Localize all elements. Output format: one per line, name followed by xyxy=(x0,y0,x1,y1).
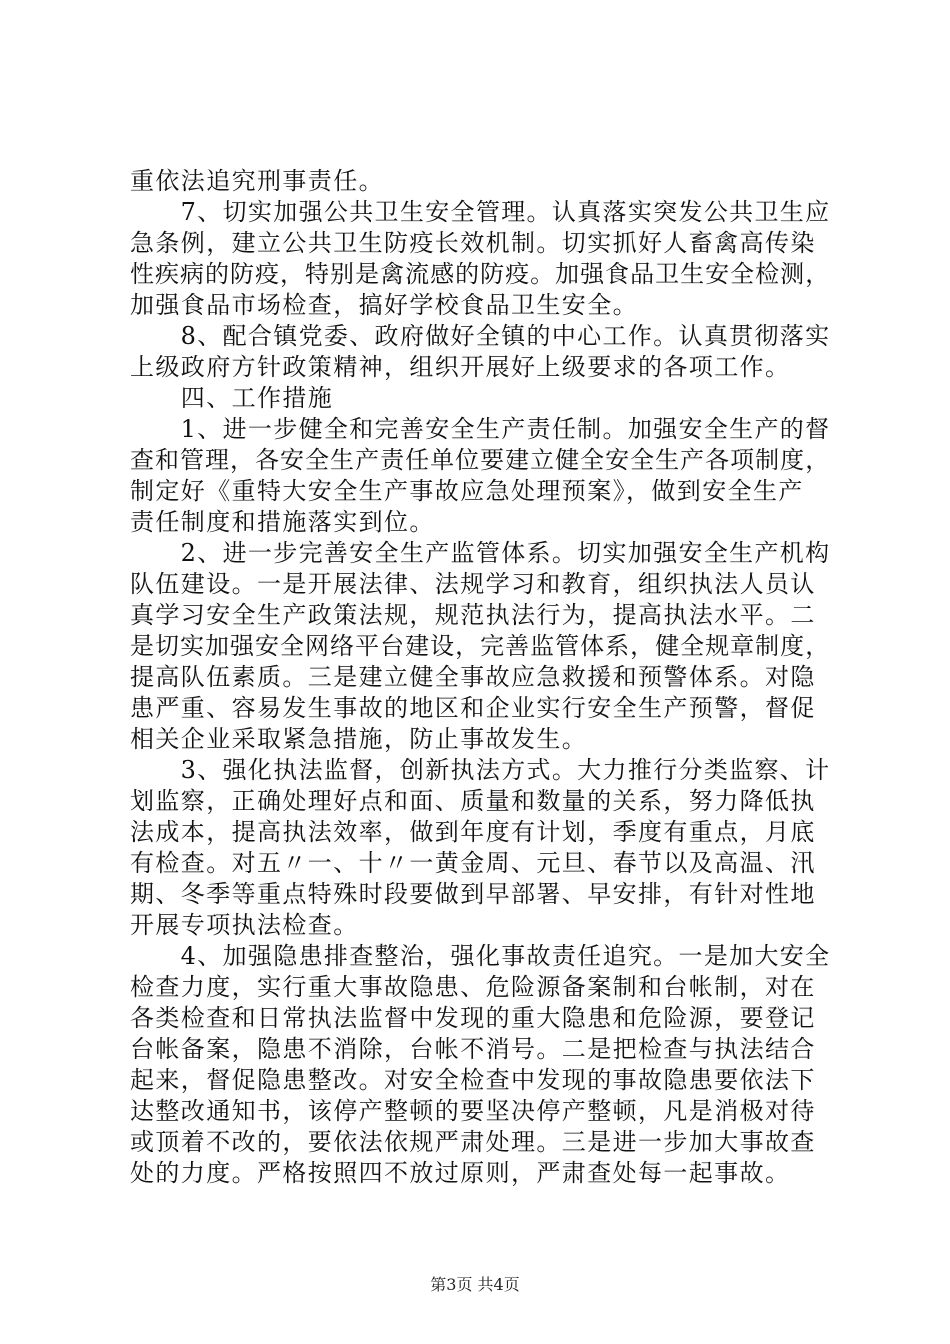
text-line: 检查力度，实行重大事故隐患、危险源备案制和台帐制，对在 xyxy=(130,973,816,1001)
text-line: 期、冬季等重点特殊时段要做到早部署、早安排，有针对性地 xyxy=(130,880,816,908)
text-line: 各类检查和日常执法监督中发现的重大隐患和危险源，要登记 xyxy=(130,1004,816,1032)
text-line: 重依法追究刑事责任。 xyxy=(130,167,384,195)
text-line: 8、配合镇党委、政府做好全镇的中心工作。认真贯彻落实 xyxy=(130,322,831,350)
text-line: 上级政府方针政策精神，组织开展好上级要求的各项工作。 xyxy=(130,353,791,381)
text-line: 队伍建设。一是开展法律、法规学习和教育，组织执法人员认 xyxy=(130,570,816,598)
text-line: 制定好《重特大安全生产事故应急处理预案》，做到安全生产 xyxy=(130,477,804,505)
text-line: 查和管理，各安全生产责任单位要建立健全安全生产各项制度， xyxy=(130,446,831,474)
text-line: 7、切实加强公共卫生安全管理。认真落实突发公共卫生应 xyxy=(130,198,831,226)
text-line: 有检查。对五〃一、十〃一黄金周、元旦、春节以及高温、汛 xyxy=(130,849,816,877)
document-body xyxy=(130,166,830,1189)
text-line: 真学习安全生产政策法规，规范执法行为，提高执法水平。二 xyxy=(130,601,816,629)
text-line: 患严重、容易发生事故的地区和企业实行安全生产预警，督促 xyxy=(130,694,816,722)
text-line: 3、强化执法监督，创新执法方式。大力推行分类监察、计 xyxy=(130,756,831,784)
text-line: 责任制度和措施落实到位。 xyxy=(130,508,435,536)
text-line: 提高队伍素质。三是建立健全事故应急救援和预警体系。对隐 xyxy=(130,663,816,691)
text-line: 起来，督促隐患整改。对安全检查中发现的事故隐患要依法下 xyxy=(130,1066,816,1094)
text-line: 划监察，正确处理好点和面、质量和数量的关系，努力降低执 xyxy=(130,787,816,815)
text-line: 开展专项执法检查。 xyxy=(130,911,359,939)
text-line: 性疾病的防疫，特别是禽流感的防疫。加强食品卫生安全检测， xyxy=(130,260,831,288)
text-line: 台帐备案，隐患不消除，台帐不消号。二是把检查与执法结合 xyxy=(130,1035,816,1063)
text-line: 1、进一步健全和完善安全生产责任制。加强安全生产的督 xyxy=(130,415,831,443)
text-line: 是切实加强安全网络平台建设，完善监管体系，健全规章制度， xyxy=(130,632,831,660)
text-line: 4、加强隐患排查整治，强化事故责任追究。一是加大安全 xyxy=(130,942,831,970)
text-line: 2、进一步完善安全生产监管体系。切实加强安全生产机构 xyxy=(130,539,831,567)
text-line: 法成本，提高执法效率，做到年度有计划，季度有重点，月底 xyxy=(130,818,816,846)
text-line: 或顶着不改的，要依法依规严肃处理。三是进一步加大事故查 xyxy=(130,1128,816,1156)
text-line: 相关企业采取紧急措施，防止事故发生。 xyxy=(130,725,588,753)
text-line: 加强食品市场检查，搞好学校食品卫生安全。 xyxy=(130,291,638,319)
text-line: 处的力度。严格按照四不放过原则，严肃查处每一起事故。 xyxy=(130,1159,791,1187)
text-line: 达整改通知书，该停产整顿的要坚决停产整顿，凡是消极对待 xyxy=(130,1097,816,1125)
page-footer: 第3页 共4页 xyxy=(430,1275,520,1294)
text-line: 四、工作措施 xyxy=(130,384,334,412)
text-line: 急条例，建立公共卫生防疫长效机制。切实抓好人畜禽高传染 xyxy=(130,229,816,257)
